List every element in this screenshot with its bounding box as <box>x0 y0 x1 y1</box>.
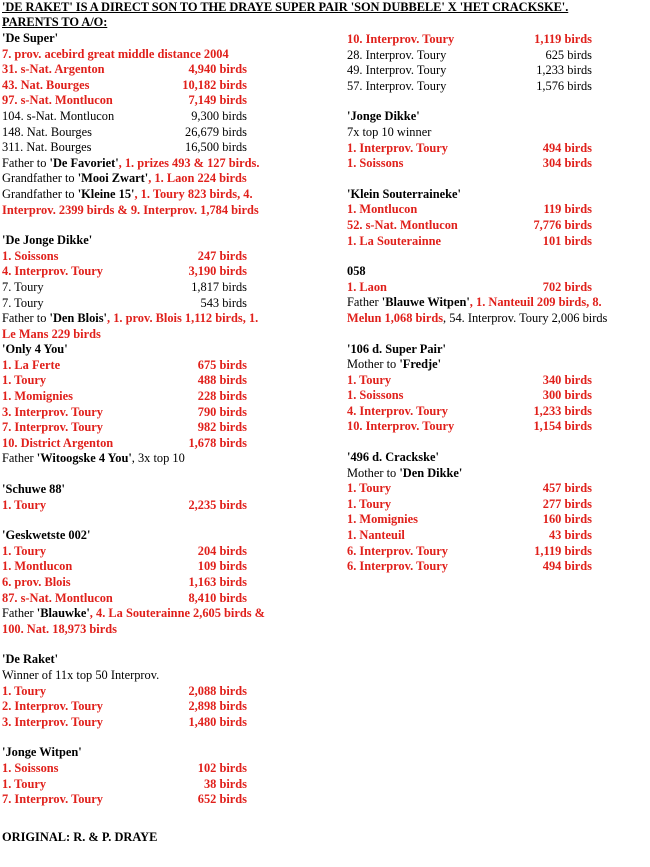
result-birds: 7,149 birds <box>188 93 247 108</box>
result-birds: 1,678 birds <box>188 435 247 450</box>
offspring-note: Father to 'Den Blois', 1. prov. Blois 1,112 birds, 1. <box>2 311 259 326</box>
result-birds: 26,679 birds <box>185 124 247 139</box>
result-row <box>2 761 302 777</box>
block-de-raket <box>2 652 302 730</box>
result-birds: 675 birds <box>197 357 247 372</box>
result-label: 1. Toury <box>347 496 392 511</box>
result-birds: 1,154 birds <box>533 419 592 434</box>
result-birds: 10,182 birds <box>182 77 247 92</box>
bird-name: 'De Jonge Dikke' <box>2 233 93 248</box>
result-row <box>2 78 302 94</box>
block-496-crackske <box>347 450 647 575</box>
result-label: 7. Toury <box>2 279 44 294</box>
result-birds: 304 birds <box>542 156 592 171</box>
result-birds: 1,576 birds <box>536 78 592 93</box>
result-label: 1. Soissons <box>2 248 59 263</box>
result-birds: 2,088 birds <box>188 683 247 698</box>
block-jonge-witpen <box>2 745 302 807</box>
result-birds: 4,940 birds <box>188 62 247 77</box>
result-label: 10. Interprov. Toury <box>347 32 455 46</box>
result-row <box>2 559 302 575</box>
result-row <box>2 264 302 280</box>
result-label: 1. Toury <box>347 481 392 496</box>
result-label: 1. Toury <box>347 372 392 387</box>
result-list <box>2 761 302 808</box>
result-label: 1. La Ferte <box>2 357 61 372</box>
result-label: 52. s-Nat. Montlucon <box>347 217 458 232</box>
result-row <box>2 280 302 296</box>
bird-name: 'Jonge Witpen' <box>2 745 82 760</box>
bird-name: 'Schuwe 88' <box>2 482 65 497</box>
left-column <box>2 31 302 823</box>
result-label: 1. Momignies <box>347 512 418 527</box>
bird-intro: Mother to 'Fredje' <box>347 357 442 372</box>
result-row <box>347 79 647 95</box>
result-birds: 494 birds <box>542 140 592 155</box>
result-birds: 160 birds <box>542 512 592 527</box>
result-label: 1. Momignies <box>2 389 73 404</box>
bird-headline: 7. prov. acebird great middle distance 2004 <box>2 46 229 61</box>
result-row <box>347 234 647 250</box>
result-birds: 228 birds <box>197 389 247 404</box>
block-jonge-dikke <box>347 109 647 171</box>
result-row <box>347 419 647 435</box>
result-label: 97. s-Nat. Montlucon <box>2 93 113 108</box>
result-label: 1. Interprov. Toury <box>347 140 448 155</box>
result-list <box>347 373 647 435</box>
block-de-super-continued <box>347 32 647 94</box>
result-row <box>2 498 302 514</box>
result-list <box>2 358 302 452</box>
result-row <box>347 497 647 513</box>
result-list <box>2 498 302 514</box>
result-row <box>2 699 302 715</box>
page-subtitle: PARENTS TO A/O: <box>2 15 108 29</box>
result-row <box>347 512 647 528</box>
result-row <box>347 202 647 218</box>
result-list <box>347 141 647 172</box>
result-label: 57. Interprov. Toury <box>347 78 447 93</box>
result-birds: 9,300 birds <box>191 108 247 123</box>
result-birds: 790 birds <box>197 404 247 419</box>
result-row <box>347 559 647 575</box>
original-breeder: ORIGINAL: R. & P. DRAYE <box>2 830 158 844</box>
bird-name: 058 <box>347 264 366 279</box>
result-label: 1. Toury <box>2 373 47 388</box>
bird-name: 'De Raket' <box>2 652 59 667</box>
offspring-note: Father 'Blauwe Witpen', 1. Nanteuil 209 birds, 8. <box>347 295 602 310</box>
result-birds: 7,776 birds <box>533 217 592 232</box>
pedigree-page <box>2 0 648 867</box>
offspring-note: Father 'Blauwke', 4. La Souterainne 2,605 birds & <box>2 606 266 621</box>
result-list <box>347 280 647 296</box>
offspring-note: Le Mans 229 birds <box>2 326 101 341</box>
result-birds: 247 birds <box>197 248 247 263</box>
result-label: 311. Nat. Bourges <box>2 140 92 155</box>
result-birds: 488 birds <box>197 373 247 388</box>
result-label: 6. prov. Blois <box>2 575 71 589</box>
result-row <box>347 141 647 157</box>
result-row <box>2 358 302 374</box>
result-row <box>347 63 647 79</box>
result-label: 1. Montlucon <box>347 202 418 217</box>
result-row <box>347 373 647 389</box>
bird-intro: 7x top 10 winner <box>347 124 432 139</box>
result-row <box>2 373 302 389</box>
result-list <box>347 32 647 94</box>
result-row <box>2 389 302 405</box>
result-row <box>347 404 647 420</box>
offspring-note: Father 'Witoogske 4 You', 3x top 10 <box>2 451 185 466</box>
result-label: 1. Toury <box>2 683 47 698</box>
result-label: 31. s-Nat. Argenton <box>2 62 105 77</box>
result-label: 7. Interprov. Toury <box>2 420 103 435</box>
bird-name: '106 d. Super Pair' <box>347 341 446 356</box>
result-birds: 1,119 birds <box>534 543 592 558</box>
result-row <box>2 249 302 265</box>
result-row <box>2 93 302 109</box>
result-row <box>2 420 302 436</box>
result-birds: 494 birds <box>542 559 592 574</box>
result-birds: 101 birds <box>542 233 592 248</box>
offspring-note: 100. Nat. 18,973 birds <box>2 621 117 636</box>
result-row <box>347 218 647 234</box>
result-row <box>2 140 302 156</box>
result-row <box>2 109 302 125</box>
result-label: 4. Interprov. Toury <box>2 264 103 279</box>
bird-name: 'Klein Souterraineke' <box>347 186 461 201</box>
offspring-note: Grandfather to 'Kleine 15', 1. Toury 823 birds, 4. <box>2 186 253 201</box>
bird-name: 'Only 4 You' <box>2 342 68 357</box>
result-birds: 277 birds <box>542 496 592 511</box>
bird-name: 'Jonge Dikke' <box>347 109 420 124</box>
result-label: 10. Interprov. Toury <box>347 419 455 434</box>
right-column <box>347 32 647 590</box>
result-birds: 1,233 birds <box>533 403 592 418</box>
result-row <box>2 792 302 808</box>
result-label: 10. District Argenton <box>2 435 114 450</box>
result-label: 1. Laon <box>347 279 387 294</box>
result-row <box>347 388 647 404</box>
result-birds: 340 birds <box>542 372 592 387</box>
block-de-jonge-dikke <box>2 233 302 342</box>
result-row <box>2 405 302 421</box>
result-row <box>347 528 647 544</box>
block-de-super <box>2 31 302 218</box>
block-klein-souterraineke <box>347 187 647 249</box>
result-row <box>2 715 302 731</box>
result-birds: 702 birds <box>542 279 592 294</box>
result-label: 4. Interprov. Toury <box>347 403 448 418</box>
offspring-note: Interprov. 2399 birds & 9. Interprov. 1,784 birds <box>2 202 259 217</box>
bird-intro: Winner of 11x top 50 Interprov. <box>2 667 160 682</box>
result-birds: 457 birds <box>542 481 592 496</box>
result-label: 1. Soissons <box>347 388 404 403</box>
result-label: 1. Soissons <box>347 156 404 171</box>
result-birds: 1,817 birds <box>191 279 247 294</box>
result-label: 28. Interprov. Toury <box>347 47 447 62</box>
result-label: 1. Toury <box>2 543 47 558</box>
result-list <box>347 481 647 575</box>
result-row <box>347 48 647 64</box>
result-birds: 625 birds <box>545 47 592 62</box>
result-label: 148. Nat. Bourges <box>2 124 92 139</box>
result-birds: 109 birds <box>197 559 247 574</box>
result-birds: 16,500 birds <box>185 140 247 155</box>
result-label: 1. Toury <box>2 776 47 791</box>
block-schuwe-88 <box>2 482 302 513</box>
result-list <box>347 202 647 249</box>
result-birds: 982 birds <box>197 420 247 435</box>
result-label: 1. Toury <box>2 497 47 512</box>
result-row <box>2 544 302 560</box>
result-row <box>2 296 302 312</box>
result-list <box>2 684 302 731</box>
result-birds: 102 birds <box>197 760 247 775</box>
bird-name: 'De Super' <box>2 31 59 45</box>
result-list <box>2 544 302 606</box>
result-birds: 38 birds <box>203 776 247 791</box>
offspring-note: Father to 'De Favoriet', 1. prizes 493 & 127 birds. <box>2 155 260 170</box>
result-label: 43. Nat. Bourges <box>2 77 90 92</box>
block-106-super-pair <box>347 342 647 436</box>
result-birds: 1,233 birds <box>536 63 592 78</box>
result-row <box>347 280 647 296</box>
result-label: 1. Soissons <box>2 760 59 775</box>
result-birds: 2,235 birds <box>188 497 247 512</box>
result-birds: 1,163 birds <box>188 575 247 589</box>
result-row <box>2 436 302 452</box>
result-row <box>2 777 302 793</box>
result-label: 104. s-Nat. Montlucon <box>2 108 115 123</box>
bird-intro: Mother to 'Den Dikke' <box>347 465 463 480</box>
result-row <box>2 62 302 78</box>
result-birds: 8,410 birds <box>188 590 247 605</box>
result-label: 6. Interprov. Toury <box>347 559 448 574</box>
result-label: 6. Interprov. Toury <box>347 543 448 558</box>
result-label: 87. s-Nat. Montlucon <box>2 590 113 605</box>
result-row <box>2 684 302 700</box>
result-label: 2. Interprov. Toury <box>2 699 103 714</box>
result-label: 1. Nanteuil <box>347 528 405 543</box>
result-list <box>2 62 302 156</box>
result-row <box>347 544 647 560</box>
block-geskwetste-002 <box>2 528 302 637</box>
result-row <box>347 156 647 172</box>
offspring-note: Melun 1,068 birds, 54. Interprov. Toury 2,006 birds <box>347 310 608 325</box>
result-row <box>2 591 302 607</box>
result-label: 3. Interprov. Toury <box>2 714 103 729</box>
result-row <box>347 32 647 48</box>
result-birds: 543 birds <box>200 295 247 310</box>
result-birds: 652 birds <box>197 792 247 807</box>
bird-name: 'Geskwetste 002' <box>2 528 91 543</box>
result-birds: 3,190 birds <box>188 264 247 279</box>
block-only-4-you <box>2 342 302 467</box>
result-birds: 300 birds <box>542 388 592 403</box>
bird-name: '496 d. Crackske' <box>347 450 439 465</box>
result-label: 7. Toury <box>2 295 44 310</box>
result-birds: 119 birds <box>543 202 592 217</box>
page-title: 'DE RAKET' IS A DIRECT SON TO THE DRAYE SUPER PAIR 'SON DUBBELE' X 'HET CRACKSKE'. <box>2 0 569 14</box>
result-label: 1. La Souterainne <box>347 233 441 248</box>
block-058 <box>347 264 647 326</box>
result-label: 49. Interprov. Toury <box>347 63 447 78</box>
offspring-note: Grandfather to 'Mooi Zwart', 1. Laon 224 birds <box>2 171 247 186</box>
result-row <box>2 125 302 141</box>
result-list <box>2 249 302 311</box>
result-birds: 204 birds <box>197 543 247 558</box>
result-birds: 2,898 birds <box>188 699 247 714</box>
result-birds: 43 birds <box>548 528 592 543</box>
result-birds: 1,119 birds <box>534 32 592 46</box>
result-label: 7. Interprov. Toury <box>2 792 103 807</box>
result-birds: 1,480 birds <box>188 714 247 729</box>
result-row <box>347 481 647 497</box>
result-label: 3. Interprov. Toury <box>2 404 103 419</box>
result-label: 1. Montlucon <box>2 559 73 574</box>
result-row <box>2 575 302 591</box>
